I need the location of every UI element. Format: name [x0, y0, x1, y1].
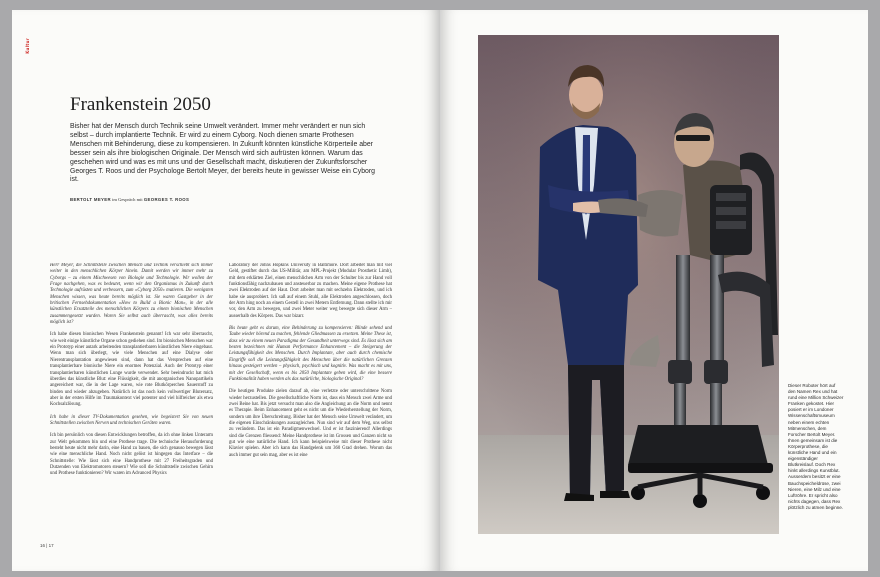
- paragraph: Ich bin persönlich von diesen Entwicklungen betroffen, da ich ohne linken Unterarm zur Welt gekommen bin und eine Prothese trage. Die technische Herausforderung besteht heute nicht mehr darin, eine Hand zu bauen, die sich genauso bewegen lässt wie eine menschliche Hand. Noch nicht gelöst ist hingegen das Interface – die Schnittstelle: Wie lässt sich eine Handprothese mit 27 Freiheitsgraden und Dutzenden von Elektromotoren steuern? Wie soll die Schnittstelle zwischen Gehirn und Prothese funktionieren? Wir waren im Advanced Physics: [50, 433, 213, 477]
- byline-connector: im Gespräch mit: [112, 197, 143, 202]
- paragraph: Ich habe diesen bionischen Wesen Frankenstein genannt! Ich war sehr überrascht, wie weit einige künstliche Organe schon gediehen sind. Im bionischen Menschen war ein Prototyp einer autark arbeitenden transplantierbaren künstlichen Niere eingebaut. Wenn man sich überlegt, wie viele Menschen auf eine Dialyse oder Nierentransplantation angewiesen sind, dann hat das Versprechen auf eine transplantierbare bionische Niere ein enormes Potenzial. Auch der Prototyp einer transplantierbaren künstlichen Lunge wurde verwendet. Sehr beeindruckt hat mich überdies das künstliche Blut: eine Flüssigkeit, die mit anorganischen Nanopartikeln angereichert war, die in der Lage waren, wie rote Blutkörperchen Sauerstoff zu binden und wieder abzugeben. Natürlich ist das noch kein vollwertiger Blutersatz, aber in der ersten Hilfe im Traumakontext viel potenter und viel hilfreicher als etwa Kochsalzlösung.: [50, 332, 213, 408]
- text-column-1: [50, 263, 213, 539]
- paragraph: Ich habe in dieser TV-Dokumentation gesehen, wie begeistert Sie von neuen Schnittstellen zwischen Nerven und technischen Geräten waren.: [50, 414, 213, 426]
- paragraph: Laboratory der Johns Hopkins University in Baltimore. Dort arbeitet man mit viel Geld, gestiftet durch das US-Militär, am MPL-Projekt (Modular Prosthetic Limb), mit dem erklärten Ziel, einen menschlichen Arm von der Schulter bis zur Hand voll funktionsfähig nachzubauen und ansteuerbar zu machen. Meine eigene Prothese hat zwei Elektroden auf der Haut. Dort arbeitet man mit sechzehn Elektroden, und ich habe sie ausprobiert. Ich saß auf einem Stuhl, alle Elektroden angeschlossen, doch der Arm hing noch an einem Gestell in zwei Metern Entfernung. Dann stellte ich mir vor, den Arm zu bewegen, und zwei Meter weiter weg bewegte sich dieser Arm – ausserhalb des Körpers. Das war bizarr.: [229, 263, 392, 319]
- photo-man-with-robot: [478, 35, 779, 534]
- byline-author: BERTOLT MEYER: [70, 197, 111, 202]
- left-page: [12, 10, 440, 571]
- photo-caption: Dieser Roboter hört auf den Namen Rex und hat rund eine Million Schweizer Franken gekostet. Hier posiert er im Londoner Wissenschaftsmuseum neben einem echten Mitmenschen, dem Forscher Bertolt Meyer. Ihnen gemeinsam ist die Körperprothese, die künstliche Hand und ein eigenständiger Blutkreislauf. Doch Rex hinkt allerdings Kunstblut. Ausserdem besitzt er eine Bauchspeicheldrüse, zwei Nieren, eine Milz und eine Luftröhre. Er spricht also nichts dagegen, dass Rex plötzlich zu atmen beginne.: [788, 383, 844, 510]
- right-page: [440, 10, 868, 571]
- paragraph: Die heutigen Produkte zielen darauf ab, eine verletzte oder unterschrittene Norm wieder herzustellen. Die gesellschaftliche Norm ist, dass ein Mensch zwei Arme und zwei Beine hat. Bis jetzt versucht man also die Angleichung an die Norm und nennt es Therapie. Beim Enhancement geht es nicht um die Wiederherstellung der Norm, sondern um ihre Überschreitung. Bisher hat der Mensch seine Umwelt verändert, um die eigenen Einschränkungen auszugleichen. Nun sind wir auf dem Weg, uns selbst zu verändern. Das ist ein Paradigmenwechsel. Und er ist faszinierend! Allerdings sind die Grenzen fliessend: Meine Handprothese ist im Grossen und Ganzen nicht so gut wie eine natürliche Hand. Ich kann beispielsweise mit dieser Prothese nicht Klavier spielen. Aber ich kann das Handgelenk um 360 Grad drehen. Worum das auch immer gut sein mag, aber es ist eine: [229, 389, 392, 458]
- byline: [70, 197, 370, 202]
- section-tag: Kultur: [25, 38, 30, 54]
- article-title: Frankenstein 2050: [70, 94, 211, 115]
- article-lead: Bisher hat der Mensch durch Technik seine Umwelt verändert. Immer mehr verändert er nun sich selbst – durch implantierte Technik. Er wird zu einem Cyborg. Noch dienen smarte Prothesen Menschen mit Behinderung, diese zu kompensieren. In Zukunft könnten künstliche Körperteile aber besser sein als ihre biologischen Originale. Der Mensch wird sich aufrüsten können. Warum das geschehen wird und was es mit uns und der Gesellschaft macht, diskutieren der Zukunftsforscher Georges T. Roos und der Psychologe Bertolt Meyer, der bereits heute in gewisser Weise ein Cyborg ist.: [70, 123, 376, 184]
- paragraph: Bis heute geht es darum, eine Behinderung zu kompensieren: Blinde sehend und Taube wieder hörend zu machen, fehlende Gliedmassen zu ersetzen. Meine These ist, dass wir zu einem neuen Paradigma der Gesundheit unterwegs sind. Es lässt sich am besten bezeichnen mit Human Performance Enhancement – die Steigerung der Leistungsfähigkeit des Menschen. Durch Implantate, aber auch durch chemische Eingriffe soll die Leistungsfähigkeit des Menschen über die natürlichen Grenzen hinaus gesteigert werden – physisch, psychisch und kognitiv. Was macht es mit uns, mit der Gesellschaft, wenn es bis 2050 Implantate geben wird, die eine bessere Funktionalität haben werden als das natürliche, biologische Original?: [229, 326, 392, 382]
- paragraph: Herr Meyer, die Schnittstelle zwischen Mensch und Technik verschiebt sich immer weiter in den menschlichen Körper hinein. Damit werden wir immer mehr zu Cyborgs – zu einem Mischwesen von Biologie und Technologie. Wir wollen der Frage nachgehen, was es bedeutet, wenn wir den Organismus in Zukunft durch Technologie aufrüsten und verbessern, zum »Cyborg 2050« mutieren. Die wenigsten Menschen wissen, was heute bereits möglich ist. Sie waren Gastgeber in der britischen Fernsehdokumentation »How to Build a Bionic Man«, in der alle künstlichen Ersatzteile des menschlichen Körpers zu einem bionischen Menschen zusammengesetzt wurden. Waren Sie selbst auch überrascht, was alles bereits möglich ist?: [50, 263, 213, 326]
- page-numbers: 16 | 17: [40, 543, 54, 548]
- byline-guest: GEORGES T. ROOS: [143, 197, 190, 202]
- text-column-2: [229, 263, 392, 539]
- photo-illustration: [478, 35, 779, 534]
